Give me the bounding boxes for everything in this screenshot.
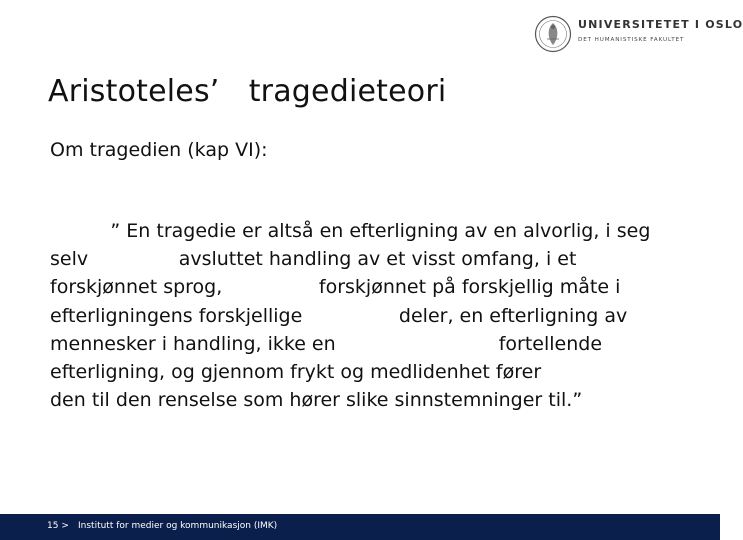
- quote-line: mennesker i handling, ikke en fortellende: [50, 332, 603, 355]
- quote-line: ” En tragedie er altså en efterligning av en alvorlig, i seg: [50, 220, 651, 242]
- university-logo: [534, 15, 743, 55]
- page-number: 15 >: [47, 521, 69, 531]
- institute-name: Institutt for medier og kommunikasjon (IMK): [78, 521, 278, 531]
- university-seal-icon: [534, 15, 572, 53]
- university-name: UNIVERSITETET I OSLO: [578, 18, 743, 31]
- slide-title: Aristoteles’ tragedieteori: [48, 74, 447, 109]
- footer-bar: [0, 514, 720, 540]
- quote-line: efterligning, og gjennom frykt og medlidenhet fører: [50, 360, 542, 383]
- quote-line: den til den renselse som hører slike sinnstemninger til.”: [50, 389, 583, 412]
- quote-line: efterligningens forskjellige deler, en efterligning av: [50, 304, 628, 327]
- quote-line: selv avsluttet handling av et visst omfang, i et: [50, 248, 577, 271]
- faculty-name: DET HUMANISTISKE FAKULTET: [578, 37, 685, 43]
- quote-block: [50, 217, 710, 414]
- slide-subtitle: Om tragedien (kap VI):: [50, 139, 268, 161]
- quote-line: forskjønnet sprog, forskjønnet på forskjellig måte i: [50, 276, 621, 299]
